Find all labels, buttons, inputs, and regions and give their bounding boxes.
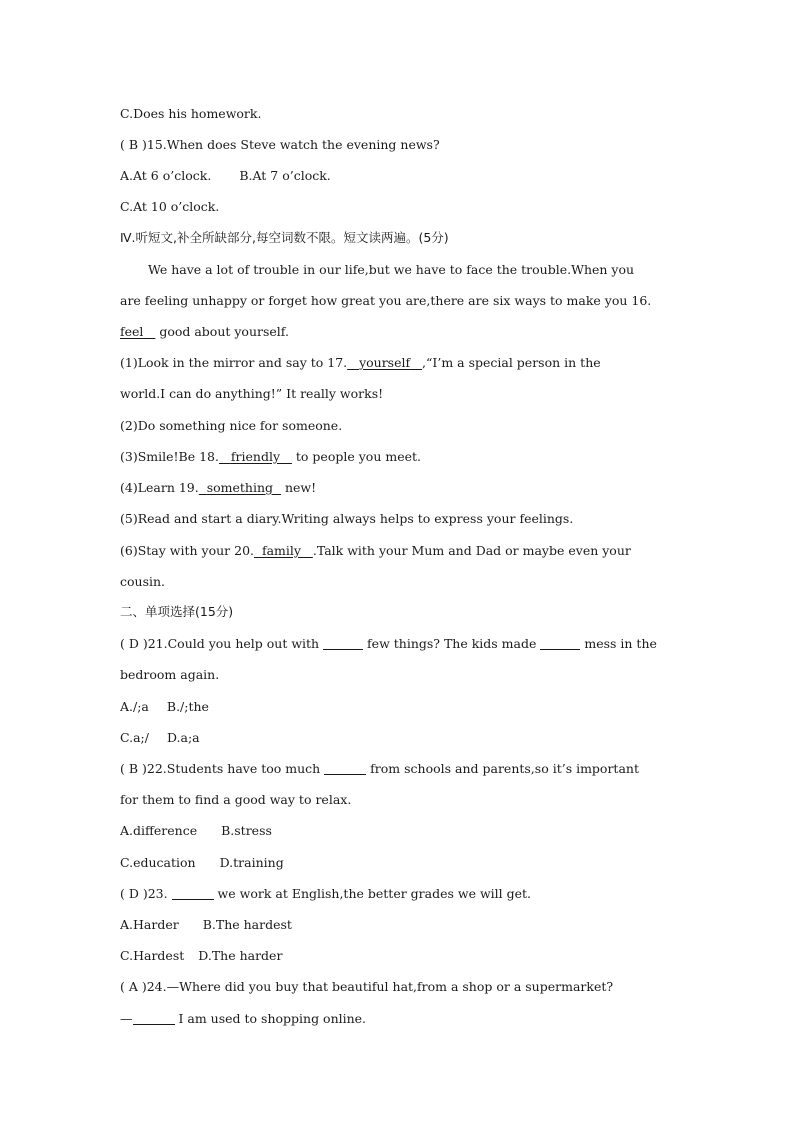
- q22-text-a: ( B )22.Students have too much: [120, 761, 325, 776]
- q23-option-b: B.The hardest: [202, 917, 292, 932]
- item-4-text-after: new!: [280, 480, 317, 495]
- q22-option-c: C.education: [120, 855, 196, 870]
- q21-options-cd: [120, 730, 680, 746]
- section-4-title: Ⅳ.听短文,补全所缺部分,每空词数不限。短文读两遍。(5分): [120, 230, 449, 245]
- q23-options-ab: [120, 917, 680, 933]
- q21-text-c: mess in the: [580, 636, 657, 651]
- answer-19: something: [206, 480, 274, 495]
- q22-text-b: from schools and parents,so it’s important: [366, 761, 639, 776]
- q23-stem: [120, 886, 680, 902]
- answer-18: friendly: [230, 449, 281, 464]
- q21-stem-line-2: bedroom again.: [120, 667, 220, 682]
- item-4: [120, 480, 680, 496]
- q21-blank-2: [540, 637, 580, 650]
- answer-17: yourself: [359, 355, 411, 370]
- q15-option-a: A.At 6 o’clock.: [120, 168, 212, 183]
- q22-options-ab: [120, 823, 680, 839]
- q22-stem-line-2: for them to find a good way to relax.: [120, 792, 352, 807]
- q21-blank-1: [323, 637, 363, 650]
- q21-text-b: few things? The kids made: [363, 636, 541, 651]
- item-3-text-after: to people you meet.: [291, 449, 421, 464]
- item-1-line-1: [120, 355, 680, 371]
- q23-text-b: we work at English,the better grades we will get.: [213, 886, 532, 901]
- q23-text-a: ( D )23.: [120, 886, 172, 901]
- item-6-text: (6)Stay with your 20.: [120, 543, 254, 558]
- q15-stem: ( B )15.When does Steve watch the evening news?: [120, 137, 440, 152]
- q21-option-a: A./;a: [120, 699, 149, 714]
- q23-option-d: D.The harder: [198, 948, 283, 963]
- q23-options-cd: [120, 948, 680, 964]
- q22-options-cd: [120, 855, 680, 871]
- item-1-text-after: ,“I’m a special person in the: [422, 355, 601, 370]
- answer-20: family: [261, 543, 301, 558]
- item-6-line-1: [120, 543, 680, 559]
- q15-option-b: B.At 7 o’clock.: [239, 168, 331, 183]
- item-1-text: (1)Look in the mirror and say to 17.: [120, 355, 348, 370]
- q14-option-c: C.Does his homework.: [120, 106, 262, 121]
- q22-option-a: A.difference: [120, 823, 198, 838]
- q24-blank: [133, 1012, 175, 1025]
- item-4-text: (4)Learn 19.: [120, 480, 199, 495]
- passage-line-3: [120, 324, 680, 340]
- q21-text-a: ( D )21.Could you help out with: [120, 636, 324, 651]
- passage-line-2: are feeling unhappy or forget how great you are,there are six ways to make you 16.: [120, 293, 652, 308]
- q21-option-d: D.a;a: [166, 730, 200, 745]
- q22-blank: [324, 762, 366, 775]
- q21-option-b: B./;the: [166, 699, 209, 714]
- q22-stem: [120, 761, 680, 777]
- passage-line-1: We have a lot of trouble in our life,but we have to face the trouble.When you: [148, 262, 635, 277]
- item-3-text: (3)Smile!Be 18.: [120, 449, 219, 464]
- q23-option-c: C.Hardest: [120, 948, 185, 963]
- q24-dash: —: [120, 1011, 133, 1026]
- q22-option-b: B.stress: [221, 823, 272, 838]
- q24-reply: [120, 1011, 680, 1027]
- item-6-line-2: cousin.: [120, 574, 166, 589]
- q24-text-b: I am used to shopping online.: [174, 1011, 367, 1026]
- item-5: (5)Read and start a diary.Writing always helps to express your feelings.: [120, 511, 574, 526]
- q24-stem: ( A )24.—Where did you buy that beautiful hat,from a shop or a supermarket?: [120, 979, 614, 994]
- q22-option-d: D.training: [219, 855, 284, 870]
- q21-stem: [120, 636, 680, 652]
- item-6-text-after: .Talk with your Mum and Dad or maybe even your: [312, 543, 631, 558]
- part-2-title: 二、单项选择(15分): [120, 604, 234, 619]
- item-1-line-2: world.I can do anything!” It really works!: [120, 386, 384, 401]
- q23-blank: [172, 887, 214, 900]
- passage-text: good about yourself.: [155, 324, 289, 339]
- q15-option-c: C.At 10 o’clock.: [120, 199, 220, 214]
- item-2: (2)Do something nice for someone.: [120, 418, 343, 433]
- item-3: [120, 449, 680, 465]
- q21-option-c: C.a;/: [120, 730, 149, 745]
- q21-options-ab: [120, 699, 680, 715]
- q15-options-ab: [120, 168, 680, 184]
- q23-option-a: A.Harder: [120, 917, 179, 932]
- answer-16: feel: [120, 324, 144, 339]
